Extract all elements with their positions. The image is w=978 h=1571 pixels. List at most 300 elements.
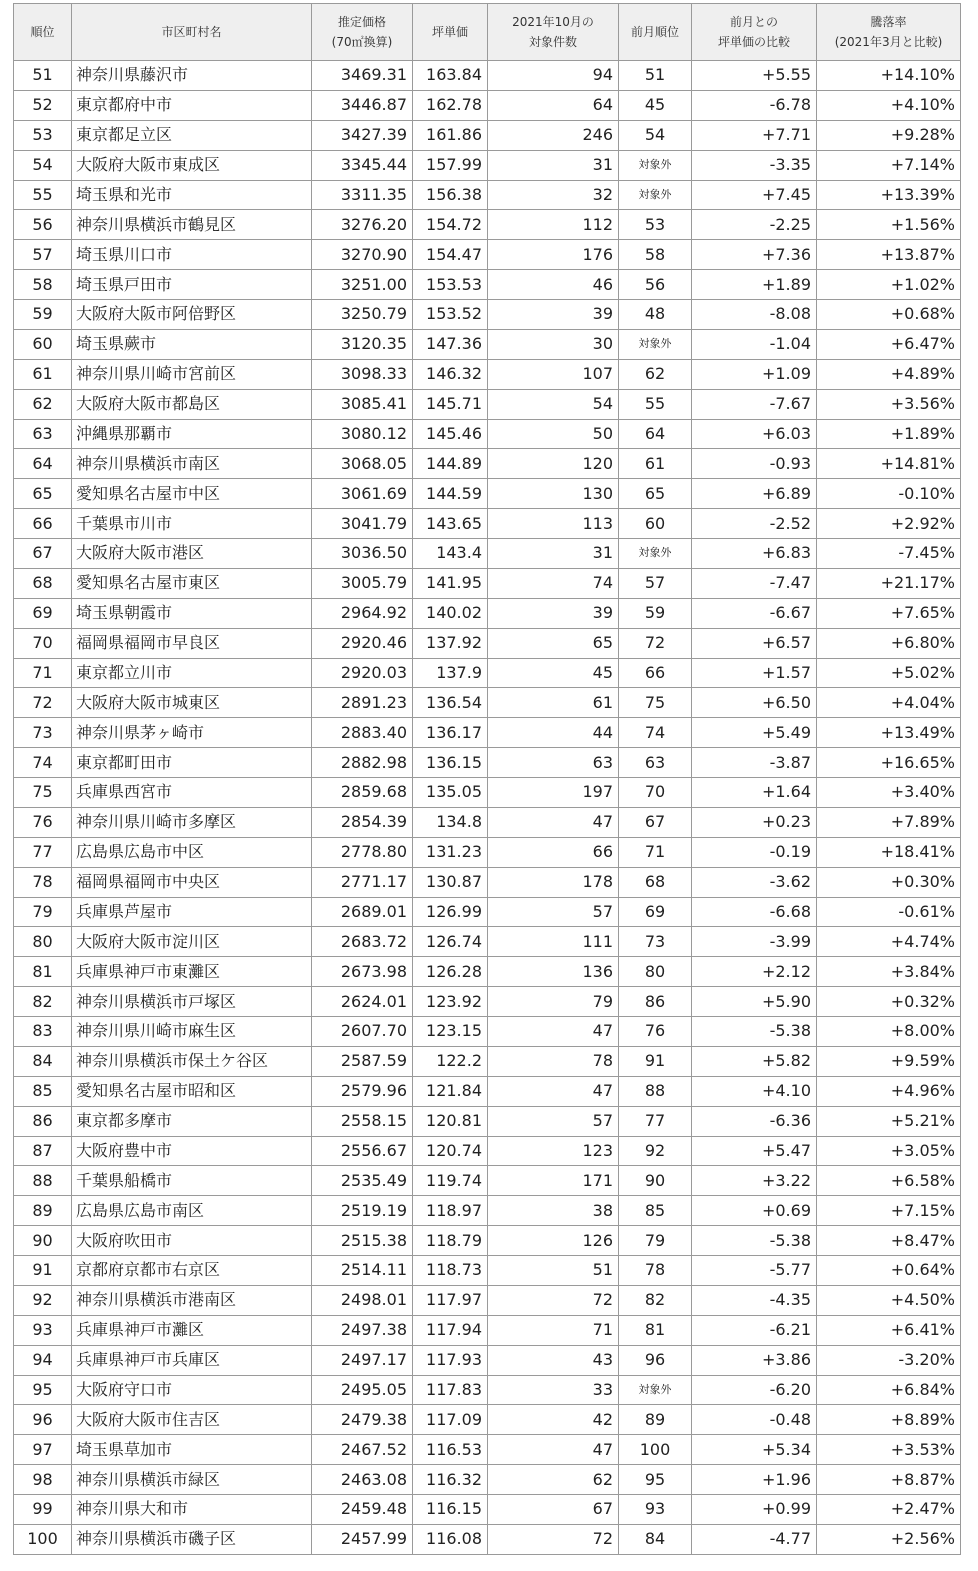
estimated-price-cell: 2683.72 [312, 927, 413, 957]
previous-rank-cell: 85 [619, 1196, 692, 1226]
previous-rank-cell: 68 [619, 867, 692, 897]
tsubo-price-cell: 130.87 [413, 867, 488, 897]
table-row [14, 90, 961, 120]
header-row [14, 4, 961, 61]
tsubo-price-cell: 118.79 [413, 1226, 488, 1256]
rank-cell: 96 [14, 1405, 72, 1435]
change-rate-cell: +2.56% [817, 1524, 961, 1554]
tsubo-price-cell: 140.02 [413, 598, 488, 628]
rank-cell: 90 [14, 1226, 72, 1256]
header-listing-count-line2: 対象件数 [528, 35, 577, 49]
listing-count-cell: 47 [488, 1017, 619, 1047]
monthly-diff-cell: +5.47 [692, 1136, 817, 1166]
tsubo-price-cell: 116.15 [413, 1495, 488, 1525]
listing-count-cell: 47 [488, 1435, 619, 1465]
tsubo-price-cell: 117.97 [413, 1285, 488, 1315]
estimated-price-cell: 2883.40 [312, 718, 413, 748]
tsubo-price-cell: 134.8 [413, 807, 488, 837]
previous-rank-cell: 95 [619, 1465, 692, 1495]
listing-count-cell: 120 [488, 449, 619, 479]
table-row [14, 568, 961, 598]
table-row [14, 479, 961, 509]
monthly-diff-cell: -4.35 [692, 1285, 817, 1315]
table-row [14, 927, 961, 957]
table-row [14, 1435, 961, 1465]
table-row [14, 837, 961, 867]
municipality-cell: 大阪府大阪市都島区 [72, 389, 312, 419]
monthly-diff-cell: +1.57 [692, 658, 817, 688]
change-rate-cell: +6.41% [817, 1315, 961, 1345]
estimated-price-cell: 2457.99 [312, 1524, 413, 1554]
listing-count-cell: 42 [488, 1405, 619, 1435]
estimated-price-cell: 2891.23 [312, 688, 413, 718]
tsubo-price-cell: 123.15 [413, 1017, 488, 1047]
tsubo-price-cell: 120.81 [413, 1106, 488, 1136]
monthly-diff-cell: -5.38 [692, 1017, 817, 1047]
monthly-diff-cell: -3.35 [692, 150, 817, 180]
rank-cell: 54 [14, 150, 72, 180]
change-rate-cell: +4.96% [817, 1076, 961, 1106]
listing-count-cell: 197 [488, 778, 619, 808]
previous-rank-cell: 75 [619, 688, 692, 718]
change-rate-cell: +7.15% [817, 1196, 961, 1226]
monthly-diff-cell: +5.34 [692, 1435, 817, 1465]
monthly-diff-cell: -3.62 [692, 867, 817, 897]
change-rate-cell: +2.47% [817, 1495, 961, 1525]
monthly-diff-cell: +0.69 [692, 1196, 817, 1226]
municipality-cell: 神奈川県横浜市港南区 [72, 1285, 312, 1315]
estimated-price-cell: 2607.70 [312, 1017, 413, 1047]
estimated-price-cell: 2495.05 [312, 1375, 413, 1405]
tsubo-price-cell: 161.86 [413, 120, 488, 150]
change-rate-cell: +9.28% [817, 120, 961, 150]
tsubo-price-cell: 135.05 [413, 778, 488, 808]
municipality-cell: 大阪府大阪市東成区 [72, 150, 312, 180]
municipality-cell: 大阪府大阪市阿倍野区 [72, 300, 312, 330]
previous-rank-cell: 対象外 [619, 180, 692, 210]
change-rate-cell: +8.89% [817, 1405, 961, 1435]
listing-count-cell: 61 [488, 688, 619, 718]
change-rate-cell: +4.50% [817, 1285, 961, 1315]
previous-rank-cell: 55 [619, 389, 692, 419]
header-change-rate-line1: 騰落率 [870, 15, 907, 29]
header-estimated-price-line2: (70㎡換算) [331, 35, 393, 49]
previous-rank-cell: 66 [619, 658, 692, 688]
change-rate-cell: +13.39% [817, 180, 961, 210]
municipality-cell: 兵庫県芦屋市 [72, 897, 312, 927]
tsubo-price-cell: 120.74 [413, 1136, 488, 1166]
estimated-price-cell: 3068.05 [312, 449, 413, 479]
estimated-price-cell: 2558.15 [312, 1106, 413, 1136]
rank-cell: 66 [14, 509, 72, 539]
header-municipality-label: 市区町村名 [161, 25, 222, 39]
rank-cell: 60 [14, 329, 72, 359]
monthly-diff-cell: -7.67 [692, 389, 817, 419]
header-previous-rank-label: 前月順位 [630, 25, 679, 39]
table-row [14, 150, 961, 180]
change-rate-cell: +3.84% [817, 957, 961, 987]
rank-cell: 85 [14, 1076, 72, 1106]
tsubo-price-cell: 119.74 [413, 1166, 488, 1196]
tsubo-price-cell: 137.9 [413, 658, 488, 688]
previous-rank-cell: 89 [619, 1405, 692, 1435]
listing-count-cell: 64 [488, 90, 619, 120]
table-row [14, 658, 961, 688]
previous-rank-cell: 84 [619, 1524, 692, 1554]
rank-cell: 81 [14, 957, 72, 987]
monthly-diff-cell: +0.23 [692, 807, 817, 837]
municipality-cell: 京都府京都市右京区 [72, 1256, 312, 1286]
header-rank-label: 順位 [30, 25, 55, 39]
listing-count-cell: 78 [488, 1046, 619, 1076]
municipality-cell: 広島県広島市中区 [72, 837, 312, 867]
monthly-diff-cell: -7.47 [692, 568, 817, 598]
table-row [14, 300, 961, 330]
rank-cell: 95 [14, 1375, 72, 1405]
change-rate-cell: +16.65% [817, 748, 961, 778]
table-row [14, 180, 961, 210]
estimated-price-cell: 3446.87 [312, 90, 413, 120]
change-rate-cell: +21.17% [817, 568, 961, 598]
rank-cell: 92 [14, 1285, 72, 1315]
municipality-cell: 愛知県名古屋市東区 [72, 568, 312, 598]
monthly-diff-cell: +7.45 [692, 180, 817, 210]
tsubo-price-cell: 153.53 [413, 270, 488, 300]
estimated-price-cell: 2467.52 [312, 1435, 413, 1465]
table-row [14, 61, 961, 91]
estimated-price-cell: 3041.79 [312, 509, 413, 539]
change-rate-cell: +2.92% [817, 509, 961, 539]
estimated-price-cell: 2479.38 [312, 1405, 413, 1435]
change-rate-cell: +7.89% [817, 807, 961, 837]
change-rate-cell: +18.41% [817, 837, 961, 867]
tsubo-price-cell: 123.92 [413, 987, 488, 1017]
table-row [14, 957, 961, 987]
listing-count-cell: 38 [488, 1196, 619, 1226]
rank-cell: 86 [14, 1106, 72, 1136]
municipality-cell: 兵庫県神戸市兵庫区 [72, 1345, 312, 1375]
rank-cell: 78 [14, 867, 72, 897]
listing-count-cell: 47 [488, 807, 619, 837]
monthly-diff-cell: +6.83 [692, 539, 817, 569]
estimated-price-cell: 2514.11 [312, 1256, 413, 1286]
listing-count-cell: 74 [488, 568, 619, 598]
previous-rank-cell: 91 [619, 1046, 692, 1076]
municipality-cell: 神奈川県川崎市宮前区 [72, 359, 312, 389]
table-row [14, 1495, 961, 1525]
change-rate-cell: +13.49% [817, 718, 961, 748]
table-row [14, 539, 961, 569]
rank-cell: 51 [14, 61, 72, 91]
tsubo-price-cell: 144.89 [413, 449, 488, 479]
estimated-price-cell: 3061.69 [312, 479, 413, 509]
municipality-cell: 愛知県名古屋市昭和区 [72, 1076, 312, 1106]
tsubo-price-cell: 117.09 [413, 1405, 488, 1435]
header-previous-rank [619, 4, 692, 61]
table-row [14, 1226, 961, 1256]
listing-count-cell: 39 [488, 300, 619, 330]
listing-count-cell: 72 [488, 1285, 619, 1315]
ranking-table-container [13, 3, 961, 1555]
previous-rank-cell: 59 [619, 598, 692, 628]
rank-cell: 64 [14, 449, 72, 479]
monthly-diff-cell: +5.90 [692, 987, 817, 1017]
estimated-price-cell: 2920.46 [312, 628, 413, 658]
listing-count-cell: 66 [488, 837, 619, 867]
estimated-price-cell: 2624.01 [312, 987, 413, 1017]
municipality-cell: 神奈川県横浜市戸塚区 [72, 987, 312, 1017]
header-change-rate-line2: (2021年3月と比較) [834, 35, 943, 49]
listing-count-cell: 32 [488, 180, 619, 210]
monthly-diff-cell: +7.71 [692, 120, 817, 150]
rank-cell: 75 [14, 778, 72, 808]
listing-count-cell: 31 [488, 150, 619, 180]
listing-count-cell: 71 [488, 1315, 619, 1345]
municipality-cell: 神奈川県横浜市磯子区 [72, 1524, 312, 1554]
previous-rank-cell: 対象外 [619, 539, 692, 569]
monthly-diff-cell: +1.96 [692, 1465, 817, 1495]
rank-cell: 91 [14, 1256, 72, 1286]
change-rate-cell: +4.10% [817, 90, 961, 120]
header-monthly-diff-line1: 前月との [729, 15, 778, 29]
rank-cell: 99 [14, 1495, 72, 1525]
table-row [14, 807, 961, 837]
previous-rank-cell: 92 [619, 1136, 692, 1166]
rank-cell: 94 [14, 1345, 72, 1375]
rank-cell: 65 [14, 479, 72, 509]
monthly-diff-cell: +7.36 [692, 240, 817, 270]
header-change-rate [817, 4, 961, 61]
tsubo-price-cell: 157.99 [413, 150, 488, 180]
monthly-diff-cell: -3.99 [692, 927, 817, 957]
change-rate-cell: +6.80% [817, 628, 961, 658]
table-row [14, 389, 961, 419]
municipality-cell: 埼玉県草加市 [72, 1435, 312, 1465]
monthly-diff-cell: +3.86 [692, 1345, 817, 1375]
rank-cell: 73 [14, 718, 72, 748]
table-row [14, 1524, 961, 1554]
previous-rank-cell: 48 [619, 300, 692, 330]
previous-rank-cell: 61 [619, 449, 692, 479]
previous-rank-cell: 79 [619, 1226, 692, 1256]
table-row [14, 1256, 961, 1286]
rank-cell: 97 [14, 1435, 72, 1465]
municipality-cell: 大阪府吹田市 [72, 1226, 312, 1256]
estimated-price-cell: 3469.31 [312, 61, 413, 91]
municipality-cell: 神奈川県横浜市緑区 [72, 1465, 312, 1495]
table-row [14, 688, 961, 718]
listing-count-cell: 94 [488, 61, 619, 91]
change-rate-cell: +0.32% [817, 987, 961, 1017]
table-row [14, 449, 961, 479]
change-rate-cell: +3.05% [817, 1136, 961, 1166]
tsubo-price-cell: 126.28 [413, 957, 488, 987]
municipality-cell: 神奈川県横浜市保土ケ谷区 [72, 1046, 312, 1076]
change-rate-cell: +3.40% [817, 778, 961, 808]
monthly-diff-cell: -4.77 [692, 1524, 817, 1554]
tsubo-price-cell: 141.95 [413, 568, 488, 598]
municipality-cell: 大阪府大阪市住吉区 [72, 1405, 312, 1435]
estimated-price-cell: 2497.38 [312, 1315, 413, 1345]
monthly-diff-cell: -6.68 [692, 897, 817, 927]
previous-rank-cell: 67 [619, 807, 692, 837]
municipality-cell: 埼玉県和光市 [72, 180, 312, 210]
table-row [14, 1166, 961, 1196]
listing-count-cell: 57 [488, 897, 619, 927]
estimated-price-cell: 3276.20 [312, 210, 413, 240]
monthly-diff-cell: -6.20 [692, 1375, 817, 1405]
rank-cell: 52 [14, 90, 72, 120]
previous-rank-cell: 対象外 [619, 329, 692, 359]
table-row [14, 1405, 961, 1435]
table-row [14, 1196, 961, 1226]
rank-cell: 100 [14, 1524, 72, 1554]
listing-count-cell: 44 [488, 718, 619, 748]
municipality-cell: 大阪府大阪市港区 [72, 539, 312, 569]
change-rate-cell: +7.65% [817, 598, 961, 628]
previous-rank-cell: 86 [619, 987, 692, 1017]
estimated-price-cell: 2515.38 [312, 1226, 413, 1256]
rank-cell: 74 [14, 748, 72, 778]
estimated-price-cell: 2579.96 [312, 1076, 413, 1106]
listing-count-cell: 171 [488, 1166, 619, 1196]
tsubo-price-cell: 126.74 [413, 927, 488, 957]
monthly-diff-cell: -0.19 [692, 837, 817, 867]
change-rate-cell: +0.64% [817, 1256, 961, 1286]
estimated-price-cell: 2920.03 [312, 658, 413, 688]
estimated-price-cell: 3085.41 [312, 389, 413, 419]
change-rate-cell: +7.14% [817, 150, 961, 180]
listing-count-cell: 63 [488, 748, 619, 778]
rank-cell: 88 [14, 1166, 72, 1196]
listing-count-cell: 111 [488, 927, 619, 957]
monthly-diff-cell: -5.38 [692, 1226, 817, 1256]
rank-cell: 61 [14, 359, 72, 389]
monthly-diff-cell: +1.09 [692, 359, 817, 389]
municipality-cell: 埼玉県戸田市 [72, 270, 312, 300]
previous-rank-cell: 100 [619, 1435, 692, 1465]
municipality-cell: 神奈川県川崎市多摩区 [72, 807, 312, 837]
estimated-price-cell: 2587.59 [312, 1046, 413, 1076]
previous-rank-cell: 対象外 [619, 150, 692, 180]
previous-rank-cell: 76 [619, 1017, 692, 1047]
listing-count-cell: 47 [488, 1076, 619, 1106]
monthly-diff-cell: +6.50 [692, 688, 817, 718]
previous-rank-cell: 96 [619, 1345, 692, 1375]
tsubo-price-cell: 116.08 [413, 1524, 488, 1554]
table-row [14, 867, 961, 897]
rank-cell: 55 [14, 180, 72, 210]
estimated-price-cell: 3036.50 [312, 539, 413, 569]
previous-rank-cell: 73 [619, 927, 692, 957]
municipality-cell: 神奈川県横浜市南区 [72, 449, 312, 479]
previous-rank-cell: 45 [619, 90, 692, 120]
tsubo-price-cell: 146.32 [413, 359, 488, 389]
monthly-diff-cell: +5.82 [692, 1046, 817, 1076]
header-municipality [72, 4, 312, 61]
estimated-price-cell: 3098.33 [312, 359, 413, 389]
listing-count-cell: 50 [488, 419, 619, 449]
tsubo-price-cell: 116.53 [413, 1435, 488, 1465]
monthly-diff-cell: -6.78 [692, 90, 817, 120]
previous-rank-cell: 56 [619, 270, 692, 300]
listing-count-cell: 31 [488, 539, 619, 569]
table-row [14, 1136, 961, 1166]
ranking-table [13, 3, 961, 1555]
listing-count-cell: 57 [488, 1106, 619, 1136]
estimated-price-cell: 3251.00 [312, 270, 413, 300]
table-row [14, 270, 961, 300]
header-monthly-diff-line2: 坪単価の比較 [717, 35, 790, 49]
change-rate-cell: +9.59% [817, 1046, 961, 1076]
listing-count-cell: 72 [488, 1524, 619, 1554]
rank-cell: 89 [14, 1196, 72, 1226]
listing-count-cell: 246 [488, 120, 619, 150]
previous-rank-cell: 53 [619, 210, 692, 240]
municipality-cell: 神奈川県茅ヶ崎市 [72, 718, 312, 748]
change-rate-cell: +1.56% [817, 210, 961, 240]
municipality-cell: 大阪府大阪市淀川区 [72, 927, 312, 957]
tsubo-price-cell: 154.72 [413, 210, 488, 240]
table-row [14, 1465, 961, 1495]
rank-cell: 56 [14, 210, 72, 240]
tsubo-price-cell: 137.92 [413, 628, 488, 658]
change-rate-cell: +8.00% [817, 1017, 961, 1047]
change-rate-cell: +5.02% [817, 658, 961, 688]
estimated-price-cell: 2859.68 [312, 778, 413, 808]
tsubo-price-cell: 144.59 [413, 479, 488, 509]
previous-rank-cell: 72 [619, 628, 692, 658]
tsubo-price-cell: 153.52 [413, 300, 488, 330]
municipality-cell: 大阪府大阪市城東区 [72, 688, 312, 718]
municipality-cell: 東京都町田市 [72, 748, 312, 778]
monthly-diff-cell: +4.10 [692, 1076, 817, 1106]
municipality-cell: 千葉県船橋市 [72, 1166, 312, 1196]
estimated-price-cell: 2778.80 [312, 837, 413, 867]
tsubo-price-cell: 117.83 [413, 1375, 488, 1405]
table-row [14, 1046, 961, 1076]
municipality-cell: 福岡県福岡市中央区 [72, 867, 312, 897]
previous-rank-cell: 63 [619, 748, 692, 778]
previous-rank-cell: 51 [619, 61, 692, 91]
table-row [14, 120, 961, 150]
previous-rank-cell: 69 [619, 897, 692, 927]
monthly-diff-cell: -0.93 [692, 449, 817, 479]
municipality-cell: 東京都足立区 [72, 120, 312, 150]
monthly-diff-cell: -1.04 [692, 329, 817, 359]
tsubo-price-cell: 131.23 [413, 837, 488, 867]
estimated-price-cell: 3005.79 [312, 568, 413, 598]
estimated-price-cell: 3120.35 [312, 329, 413, 359]
rank-cell: 93 [14, 1315, 72, 1345]
rank-cell: 77 [14, 837, 72, 867]
previous-rank-cell: 88 [619, 1076, 692, 1106]
rank-cell: 80 [14, 927, 72, 957]
previous-rank-cell: 58 [619, 240, 692, 270]
listing-count-cell: 126 [488, 1226, 619, 1256]
listing-count-cell: 39 [488, 598, 619, 628]
change-rate-cell: +5.21% [817, 1106, 961, 1136]
change-rate-cell: +6.47% [817, 329, 961, 359]
monthly-diff-cell: +1.89 [692, 270, 817, 300]
tsubo-price-cell: 117.94 [413, 1315, 488, 1345]
previous-rank-cell: 64 [619, 419, 692, 449]
estimated-price-cell: 3250.79 [312, 300, 413, 330]
rank-cell: 62 [14, 389, 72, 419]
estimated-price-cell: 2771.17 [312, 867, 413, 897]
tsubo-price-cell: 122.2 [413, 1046, 488, 1076]
table-row [14, 419, 961, 449]
